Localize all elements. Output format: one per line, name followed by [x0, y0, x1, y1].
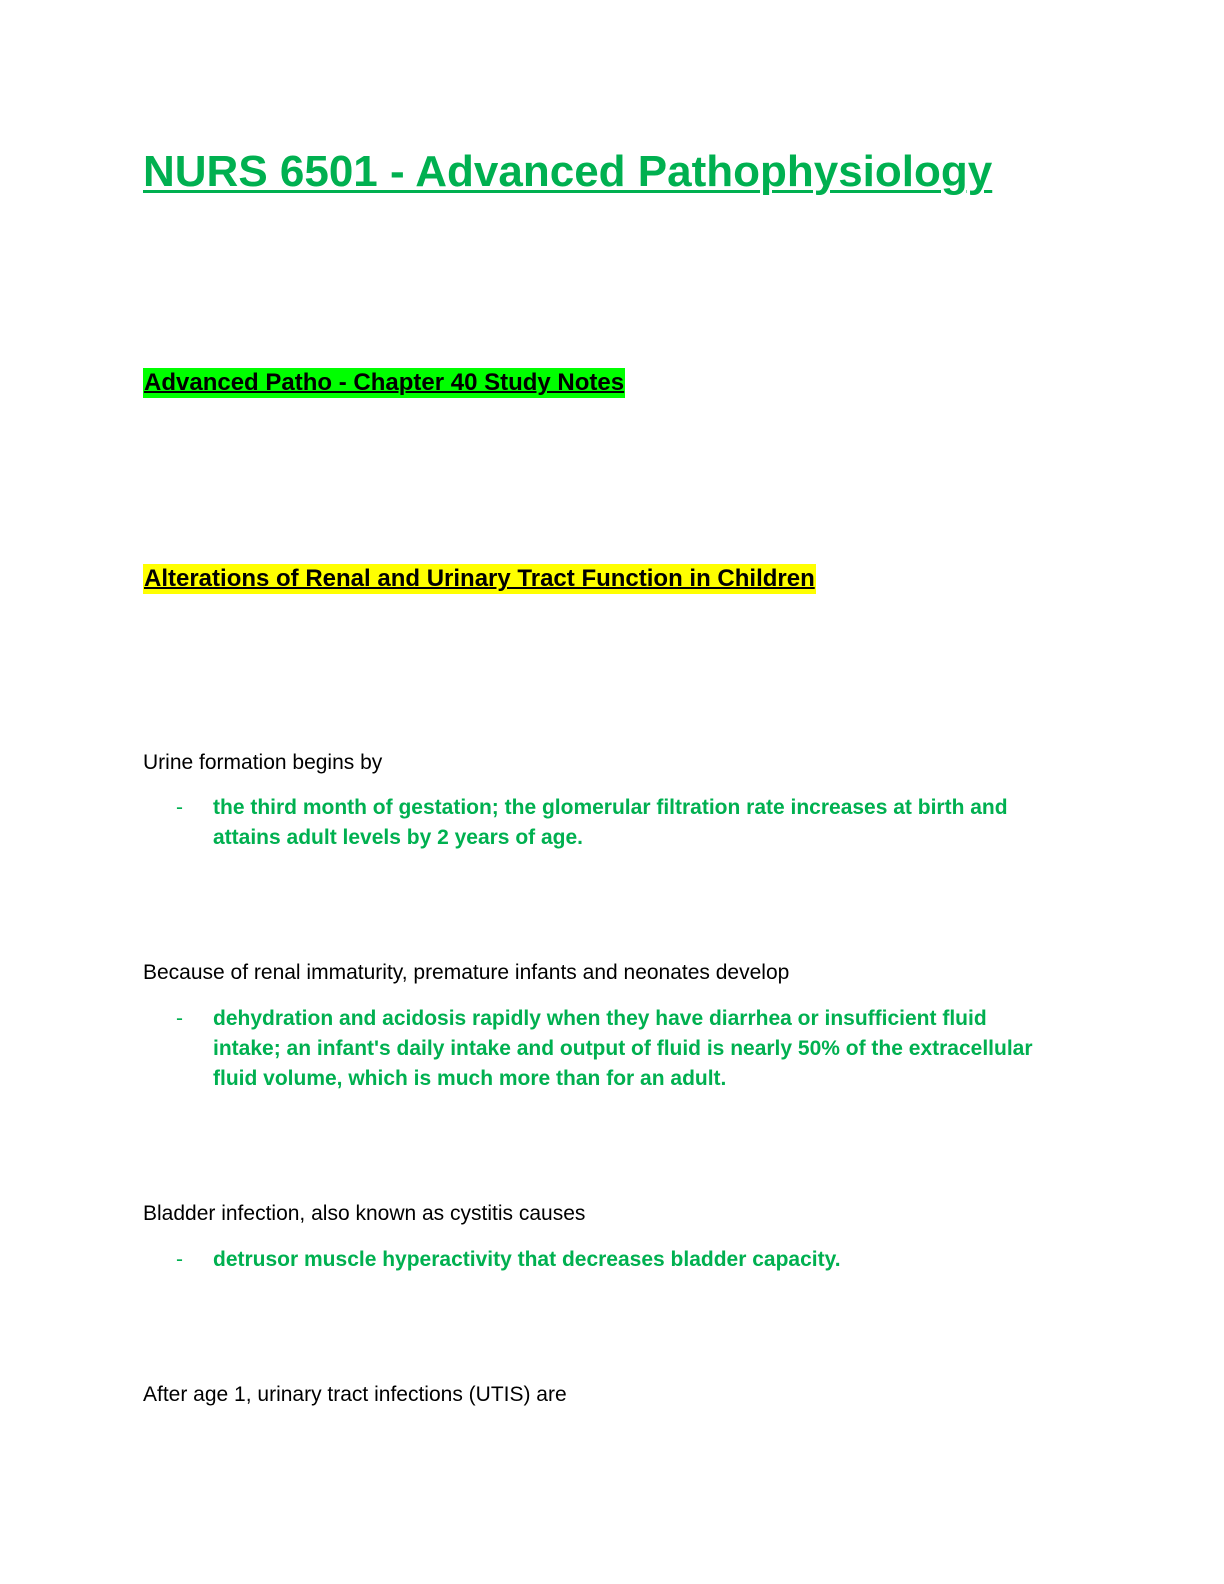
document-title: NURS 6501 - Advanced Pathophysiology [143, 147, 993, 196]
dash-bullet-icon: - [176, 796, 183, 819]
dash-bullet-icon: - [176, 1007, 183, 1030]
answer-bullet [176, 1004, 1056, 1094]
answer-bullet [176, 793, 1056, 853]
chapter-heading: Advanced Patho - Chapter 40 Study Notes [144, 369, 625, 396]
question-prompt: Because of renal immaturity, premature infants and neonates develop [143, 961, 790, 984]
question-prompt: Bladder infection, also known as cystitis causes [143, 1202, 586, 1225]
question-prompt: After age 1, urinary tract infections (UTIS) are [143, 1383, 567, 1406]
answer-bullet [176, 1245, 1056, 1275]
answer-text: the third month of gestation; the glomerular filtration rate increases at birth and attains adult levels by 2 years of age. [213, 796, 1008, 849]
answer-text: detrusor muscle hyperactivity that decreases bladder capacity. [213, 1248, 841, 1271]
dash-bullet-icon: - [176, 1248, 183, 1271]
question-prompt: Urine formation begins by [143, 751, 383, 774]
section-heading: Alterations of Renal and Urinary Tract Function in Children [144, 565, 815, 592]
answer-text: dehydration and acidosis rapidly when they have diarrhea or insufficient fluid intake; an infant's daily intake and output of fluid is nearly 50% of the extracellular fluid volume, which is much more than for an adult. [213, 1007, 1033, 1090]
